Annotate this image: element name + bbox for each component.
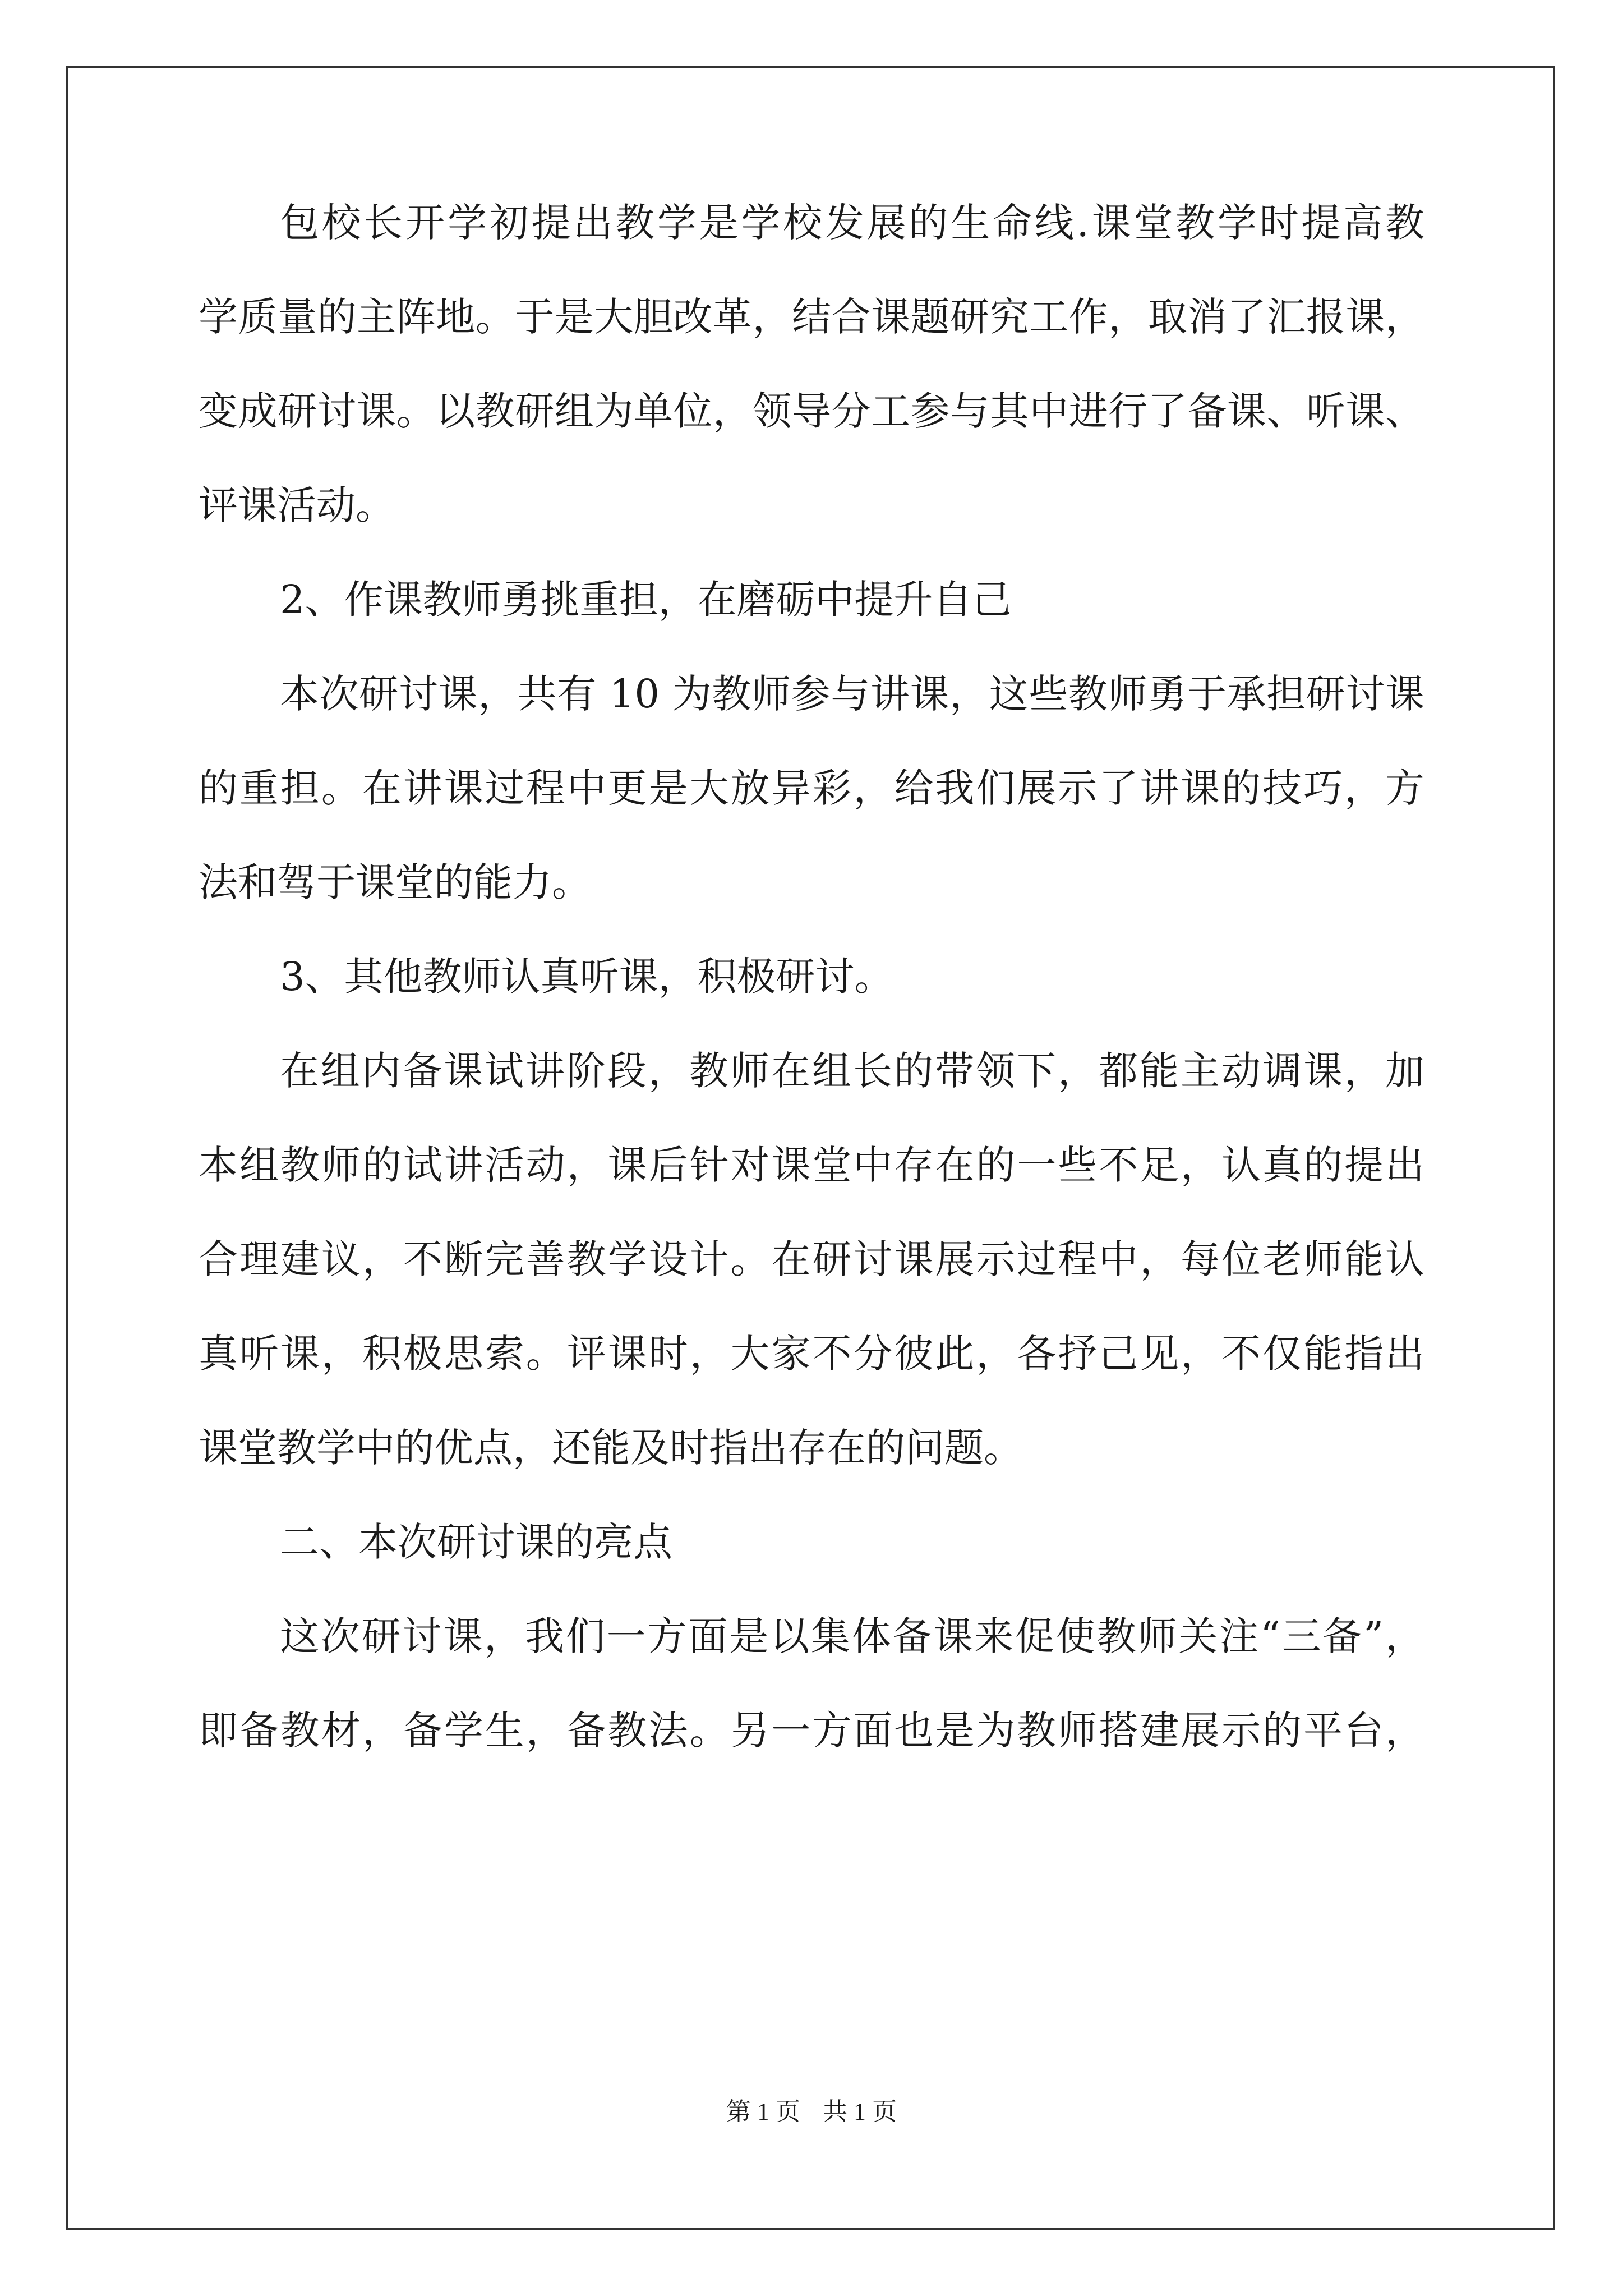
text-line: 课堂教学中的优点，还能及时指出存在的问题。 <box>199 1425 1023 1471</box>
text-line: 2、作课教师勇挑重担，在磨砺中提升自己 <box>280 577 1012 623</box>
text-line: 二、本次研讨课的亮点 <box>280 1519 672 1565</box>
text-line: 本组教师的试讲活动，课后针对课堂中存在的一些不足，认真的提出 <box>199 1142 1424 1188</box>
text-line: 学质量的主阵地。于是大胆改革，结合课题研究工作，取消了汇报课， <box>199 294 1424 340</box>
page-footer <box>0 2097 1623 2127</box>
page-number: 第 1 页 <box>726 2098 800 2125</box>
text-line: 评课活动。 <box>199 482 395 528</box>
text-line: 这次研讨课，我们一方面是以集体备课来促使教师关注“三备”， <box>280 1613 1424 1659</box>
text-line: 真听课，积极思索。评课时，大家不分彼此，各抒己见，不仅能指出 <box>199 1331 1424 1377</box>
text-line: 变成研讨课。以教研组为单位，领导分工参与其中进行了备课、听课、 <box>199 388 1424 434</box>
text-line: 在组内备课试讲阶段，教师在组长的带领下，都能主动调课，加 <box>280 1048 1424 1094</box>
text-line: 法和驾于课堂的能力。 <box>199 859 591 905</box>
text-line: 包校长开学初提出教学是学校发展的生命线.课堂教学时提高教 <box>280 200 1424 246</box>
text-line: 即备教材，备学生，备教法。另一方面也是为教师搭建展示的平台， <box>199 1708 1424 1754</box>
text-line: 的重担。在讲课过程中更是大放异彩，给我们展示了讲课的技巧，方 <box>199 765 1424 811</box>
text-line: 本次研讨课，共有 10 为教师参与讲课，这些教师勇于承担研讨课 <box>280 671 1424 717</box>
page-total: 共 1 页 <box>823 2098 897 2125</box>
text-line: 合理建议，不断完善教学设计。在研讨课展示过程中，每位老师能认 <box>199 1236 1424 1282</box>
text-line: 3、其他教师认真听课，积极研讨。 <box>280 954 894 1000</box>
document-body <box>199 199 1424 1801</box>
